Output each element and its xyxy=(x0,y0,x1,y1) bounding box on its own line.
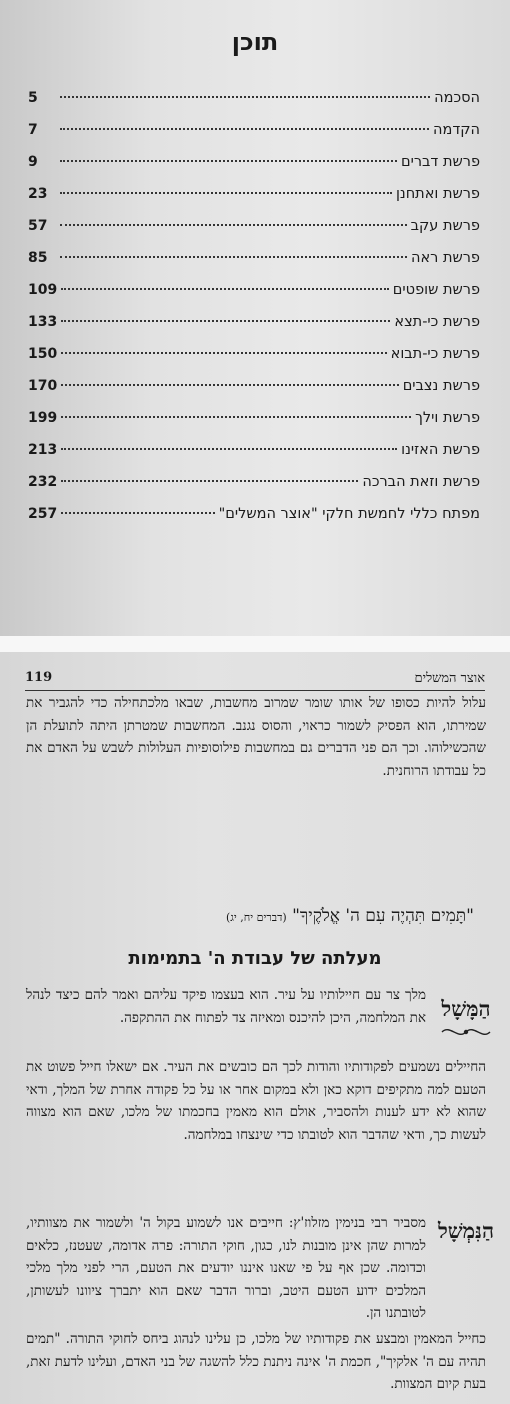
toc-leader-dots xyxy=(61,416,411,418)
toc-entry-label: פרשת וילך xyxy=(415,410,480,426)
toc-page xyxy=(0,0,510,636)
toc-leader-dots xyxy=(61,480,358,482)
intro-paragraph: עלול להיות כסופו של אותו שומר שמרוב מחשבות, שבאו מלכתחילה כדי להגביר את שמירתו, הוא הפסיק לשמור כראוי, והסוס נגנב. המחשבות שמטרתן היתה לתועלת הן שהכשילוהו. וכך הם פני הדברים גם במחשבות פילוסופיות העלולות לשבש על האדם את כל עבודתו הרוחנית. xyxy=(26,695,486,779)
toc-leader-dots xyxy=(60,224,407,226)
toc-entry-label: פרשת נצבים xyxy=(402,378,480,394)
ornament-flourish-icon xyxy=(438,1024,494,1040)
toc-entry xyxy=(28,90,480,122)
toc-leader-dots xyxy=(60,192,392,194)
toc-entry-page: 232 xyxy=(28,474,58,490)
closing-paragraph: כחייל המאמין ומבצע את פקודותיו של מלכו, כן עלינו לנהוג ביחס לחוקי התורה. "תמים תהיה עם ה' אלקיך", חכמת ה' אינה ניתנת כלל להשגה של בני האדם, ועלינו לדעת זאת, בעת קיום המצוות. xyxy=(26,1331,486,1392)
toc-entry xyxy=(28,378,480,410)
toc-entry xyxy=(28,410,480,442)
toc-leader-dots xyxy=(60,160,397,162)
verse-source: (דברים יח, יג) xyxy=(225,911,287,924)
toc-entry-label: פרשת האזינו xyxy=(401,442,480,458)
mashal-label: הַמָּשָׁל xyxy=(441,996,491,1021)
toc-entry xyxy=(28,218,480,250)
toc-leader-dots xyxy=(60,128,429,130)
toc-entry-page: 170 xyxy=(28,378,58,394)
book-page xyxy=(0,652,510,1404)
toc-leader-dots xyxy=(61,352,386,354)
toc-entry xyxy=(28,122,480,154)
toc-entry-page: 257 xyxy=(28,506,58,522)
toc-entry-page: 133 xyxy=(28,314,58,330)
running-header xyxy=(25,670,485,691)
toc-entry-page: 9 xyxy=(28,154,38,170)
toc-leader-dots xyxy=(61,384,398,386)
toc-entry xyxy=(28,474,480,506)
toc-entry-page: 23 xyxy=(28,186,48,202)
toc-entry-label: מפתח כללי לחמשת חלקי "אוצר המשלים" xyxy=(218,506,480,522)
toc-entry-page: 7 xyxy=(28,122,38,138)
toc-list xyxy=(28,90,480,538)
toc-entry xyxy=(28,346,480,378)
nimshal-label: הַנִּמְשָׁל xyxy=(437,1218,495,1243)
toc-leader-dots xyxy=(60,256,407,258)
mashal-text: מלך צר עם חיילותיו על עיר. הוא בעצמו פיקד עליהם ואמר להם כיצד לנהל את המלחמה, היכן להיכנס ומאיזה צד לפתוח את ההתקפה. xyxy=(26,987,426,1026)
verse-quote xyxy=(226,906,474,926)
soldiers-paragraph: החיילים נשמעים לפקודותיו והודות לכך הם כובשים את העיר. אם ישאלו חייל פשוט את הטעם למה מתקיפים דוקא כאן ולא במקום אחר או על כל פקודה אחרת של המלך, ודאי שהוא לא ידע לענות ולהסביר, אולם הוא מאמין בחכמתו של מלכו, שאם הוא מצווה לעשות כך, ודאי שהדבר הוא לטובתו כדי שינצחו במלחמה. xyxy=(26,1059,486,1143)
nimshal-badge xyxy=(436,1218,496,1244)
toc-entry-label: פרשת כי-תצא xyxy=(394,314,480,330)
toc-entry-label: הסכמה xyxy=(434,90,480,106)
toc-entry-label: פרשת שופטים xyxy=(392,282,480,298)
toc-leader-dots xyxy=(61,320,390,322)
toc-entry-page: 85 xyxy=(28,250,48,266)
toc-leader-dots xyxy=(61,448,397,450)
toc-entry xyxy=(28,154,480,186)
section-title: מעלתה של עבודת ה' בתמימות xyxy=(128,948,382,969)
toc-entry xyxy=(28,186,480,218)
toc-entry xyxy=(28,282,480,314)
toc-title: תוכן xyxy=(231,28,279,56)
toc-leader-dots xyxy=(60,96,430,98)
verse-text: "תָּמִים תִּהְיֶה עִם ה' אֱלֹקֶיךָ" xyxy=(292,906,474,926)
mashal-badge xyxy=(436,996,496,1040)
toc-entry-label: פרשת עקב xyxy=(410,218,480,234)
page-number: 119 xyxy=(25,670,53,685)
toc-entry-page: 150 xyxy=(28,346,58,362)
page-divider xyxy=(0,636,510,652)
toc-entry-page: 199 xyxy=(28,410,58,426)
toc-entry xyxy=(28,314,480,346)
toc-entry-label: פרשת דברים xyxy=(401,154,480,170)
toc-entry-label: הקדמה xyxy=(433,122,480,138)
toc-entry-label: פרשת כי-תבוא xyxy=(390,346,480,362)
toc-leader-dots xyxy=(61,512,214,514)
toc-entry-label: פרשת ואתחנן xyxy=(395,186,480,202)
toc-leader-dots xyxy=(61,288,389,290)
toc-entry-page: 5 xyxy=(28,90,38,106)
toc-entry-page: 109 xyxy=(28,282,58,298)
running-title: אוצר המשלים xyxy=(414,671,485,686)
toc-entry-page: 213 xyxy=(28,442,58,458)
toc-entry-label: פרשת ראה xyxy=(410,250,480,266)
toc-entry xyxy=(28,250,480,282)
toc-entry-page: 57 xyxy=(28,218,48,234)
toc-entry xyxy=(28,506,480,538)
toc-entry-label: פרשת וזאת הברכה xyxy=(362,474,480,490)
toc-entry xyxy=(28,442,480,474)
nimshal-text: מסביר רבי בנימין מזלוז'ץ: חייבים אנו לשמוע בקול ה' ולשמור את מצוותיו, למרות שהן אינן מובנות לנו, כגון, חוקי התורה: פרה אדומה, שעטנז, כלאים וכדומה. שכן אף על פי שאנו איננו יודעים את הטעם, הרי לפני מלך מלכי המלכים ידוע הטעם היטב, וברור הדבר שאם הוא יתברך ציוונו לעשותן, לטובתנו הן. xyxy=(26,1215,426,1321)
